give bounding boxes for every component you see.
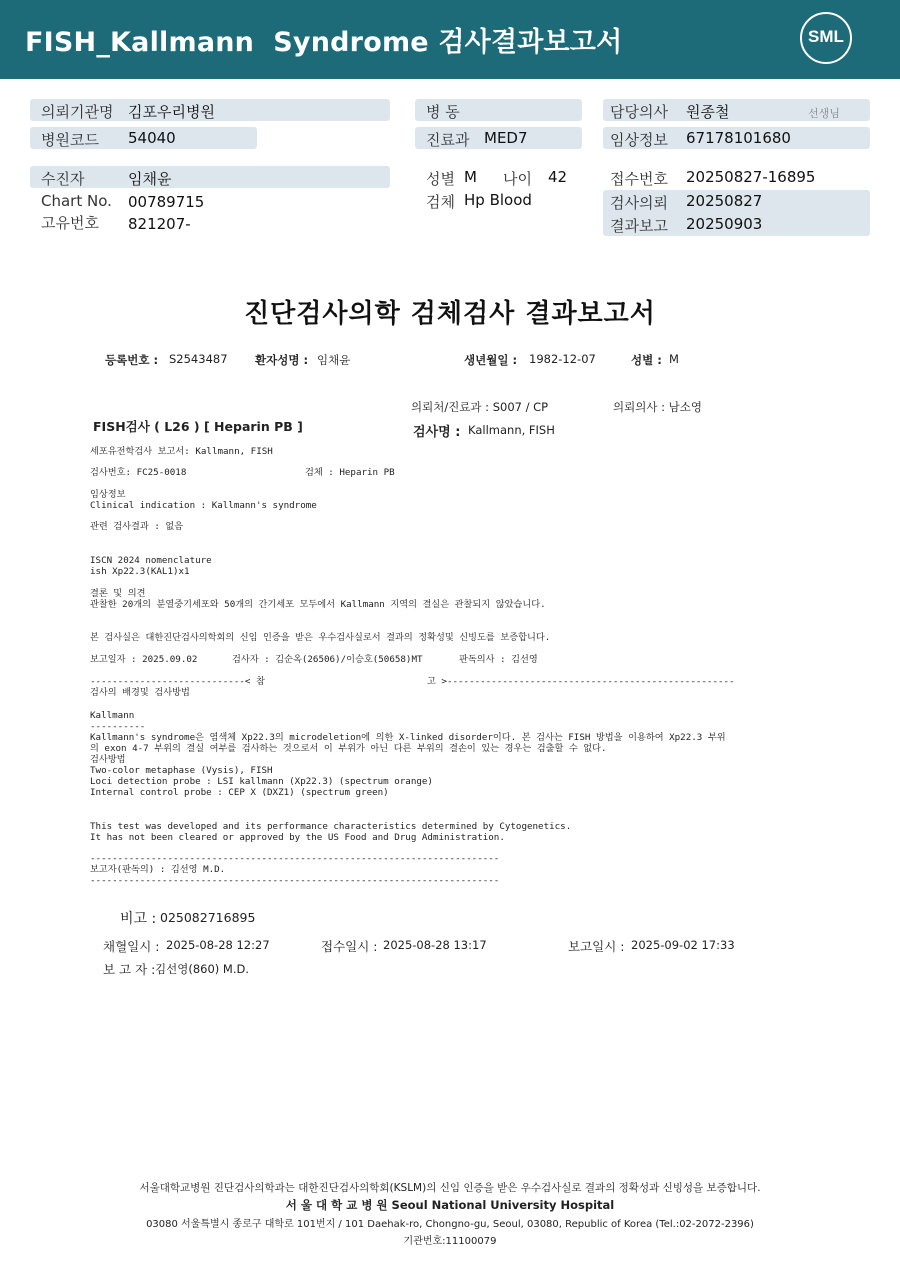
report-line-8: 결론 및 의견 <box>90 588 146 599</box>
footer-address: 03080 서울특별시 종로구 대학로 101번지 / 101 Daehak-ro, Chongno-gu, Seoul, 03080, Republic of Korea (Tel.:02-2072-2396) <box>146 1219 754 1230</box>
patient-value: 임채윤 <box>128 170 172 188</box>
dept-label: 진료과 <box>426 131 470 149</box>
report-line-24: -------------------------------------------------------------------------- <box>90 853 500 864</box>
report-line-12b: 고 >---------------------------------------------------- <box>427 676 735 687</box>
report-line-20: Loci detection probe : LSI kallmann (Xp22.3) (spectrum orange) <box>90 776 433 787</box>
reported-value: 2025-09-02 17:33 <box>631 938 735 952</box>
chart-value: 00789715 <box>128 193 205 211</box>
patient-label: 수진자 <box>41 170 85 188</box>
doc-sex-value: M <box>669 352 679 366</box>
clinical-value: 67178101680 <box>686 129 791 147</box>
doctor-label: 담당의사 <box>610 103 668 121</box>
dept-line: 의뢰처/진료과 : S007 / CP <box>411 400 549 414</box>
report-line-11b: 검사자 : 김순옥(26506)/이승호(50658)MT <box>232 654 423 665</box>
age-label: 나이 <box>503 170 532 188</box>
footer-institution-number: 기관번호:11100079 <box>403 1236 497 1247</box>
report-line-3: 임상정보 <box>90 489 126 500</box>
report-line-22: This test was developed and its performance characteristics determined by Cytogenetics. <box>90 821 572 832</box>
test-group: FISH검사 ( L26 ) [ Heparin PB ] <box>93 419 303 434</box>
doctor-value: 원종철 <box>686 103 730 121</box>
report-line-15: ---------- <box>90 721 146 732</box>
test-name-value: Kallmann, FISH <box>468 423 555 437</box>
hospital-label: 의뢰기관명 <box>41 103 114 121</box>
name-value: 임채윤 <box>317 353 351 367</box>
footer-hospital-name: 서 울 대 학 교 병 원 Seoul National University Hospital <box>285 1198 615 1212</box>
report-header <box>0 0 900 79</box>
hospital-value: 김포우리병원 <box>128 103 215 121</box>
logo-text: SML <box>808 27 844 46</box>
reg-label: 등록번호 : <box>105 353 159 367</box>
report-line-7: ish Xp22.3(KAL1)x1 <box>90 566 190 577</box>
reporter-label: 보 고 자 : <box>103 962 156 977</box>
uid-label: 고유번호 <box>41 214 99 232</box>
report-line-26: -------------------------------------------------------------------------- <box>90 875 500 886</box>
report-line-11a: 보고일자 : 2025.09.02 <box>90 654 198 665</box>
chart-label: Chart No. <box>41 192 112 210</box>
doctor-suffix: 선생님 <box>808 107 840 120</box>
specimen-value: Hp Blood <box>464 191 532 209</box>
dept-value: MED7 <box>484 129 528 147</box>
receive-label: 접수일시 : <box>321 939 378 954</box>
report-line-14: Kallmann <box>90 710 135 721</box>
dob-value: 1982-12-07 <box>529 352 596 366</box>
report-line-16: Kallmann's syndrome은 염색체 Xp22.3의 microdeletion에 의한 X-linked disorder이다. 본 검사는 FISH 방법을 이용하여 Xp22.3 부위 <box>90 732 726 743</box>
footer-certification: 서울대학교병원 진단검사의학과는 대한진단검사의학회(KSLM)의 신임 인증을 받은 우수검사실로 결과의 정확성과 신빙성을 보증합니다. <box>139 1182 761 1194</box>
report-line-6: ISCN 2024 nomenclature <box>90 555 212 566</box>
report-line-13: 검사의 배경및 검사방법 <box>90 687 190 698</box>
report-date-value: 20250903 <box>686 215 763 233</box>
collect-label: 채혈일시 : <box>103 939 160 954</box>
dob-label: 생년월일 : <box>464 353 518 367</box>
clinical-label: 임상정보 <box>610 131 668 149</box>
report-line-5: 관련 검사결과 : 없음 <box>90 521 184 532</box>
uid-value: 821207- <box>128 215 191 233</box>
receipt-value: 20250827-16895 <box>686 168 816 186</box>
note-value: 025082716895 <box>160 910 256 925</box>
report-title: FISH_Kallmann Syndrome 검사결과보고서 <box>25 27 623 58</box>
specimen-label: 검체 <box>426 193 455 211</box>
ward-label: 병 동 <box>426 103 460 121</box>
report-line-18: 검사방법 <box>90 754 126 765</box>
receive-value: 2025-08-28 13:17 <box>383 938 487 952</box>
report-line-21: Internal control probe : CEP X (DXZ1) (spectrum green) <box>90 787 389 798</box>
receipt-label: 접수번호 <box>610 170 668 188</box>
report-line-11c: 판독의사 : 김선영 <box>459 654 538 665</box>
physician-line: 의뢰의사 : 남소영 <box>613 400 702 414</box>
sex-label: 성별 <box>426 170 455 188</box>
reported-label: 보고일시 : <box>568 939 625 954</box>
report-date-label: 결과보고 <box>610 217 668 235</box>
code-value: 54040 <box>128 129 176 147</box>
report-line-2b: 검체 : Heparin PB <box>305 467 395 478</box>
sml-logo <box>800 12 852 64</box>
report-line-4: Clinical indication : Kallmann's syndrome <box>90 500 317 511</box>
test-name-label: 검사명 : <box>413 425 461 440</box>
age-value: 42 <box>548 168 568 186</box>
report-line-19: Two-color metaphase (Vysis), FISH <box>90 765 273 776</box>
sex-value: M <box>464 168 477 186</box>
doc-sex-label: 성별 : <box>631 353 662 367</box>
report-line-23: It has not been cleared or approved by the US Food and Drug Administration. <box>90 832 505 843</box>
note-label: 비고 : <box>120 911 157 927</box>
document-title: 진단검사의학 검체검사 결과보고서 <box>244 299 656 329</box>
code-label: 병원코드 <box>41 131 99 149</box>
collect-value: 2025-08-28 12:27 <box>166 938 270 952</box>
report-line-9: 관찰한 20개의 분열중기세포와 50개의 간기세포 모두에서 Kallmann 지역의 결실은 관찰되지 않았습니다. <box>90 599 546 610</box>
report-line-1: 세포유전학검사 보고서: Kallmann, FISH <box>90 446 273 457</box>
name-label: 환자성명 : <box>255 353 309 367</box>
reg-value: S2543487 <box>169 352 228 366</box>
reporter-value: 김선영(860) M.D. <box>155 962 249 976</box>
request-value: 20250827 <box>686 192 763 210</box>
request-label: 검사의뢰 <box>610 194 668 212</box>
report-line-17: 의 exon 4-7 부위의 결실 여부를 검사하는 것으로서 이 부위가 아닌 다른 부위의 결손이 있는 경우는 검출할 수 없다. <box>90 743 607 754</box>
report-line-2a: 검사번호: FC25-0018 <box>90 467 187 478</box>
report-line-10: 본 검사실은 대한진단검사의학회의 신임 인증을 받은 우수검사실로서 결과의 정확성및 신빙도를 보증합니다. <box>90 632 551 643</box>
report-line-12a: ----------------------------< 참 <box>90 676 265 687</box>
report-line-25: 보고자(판독의) : 김선영 M.D. <box>90 864 226 875</box>
